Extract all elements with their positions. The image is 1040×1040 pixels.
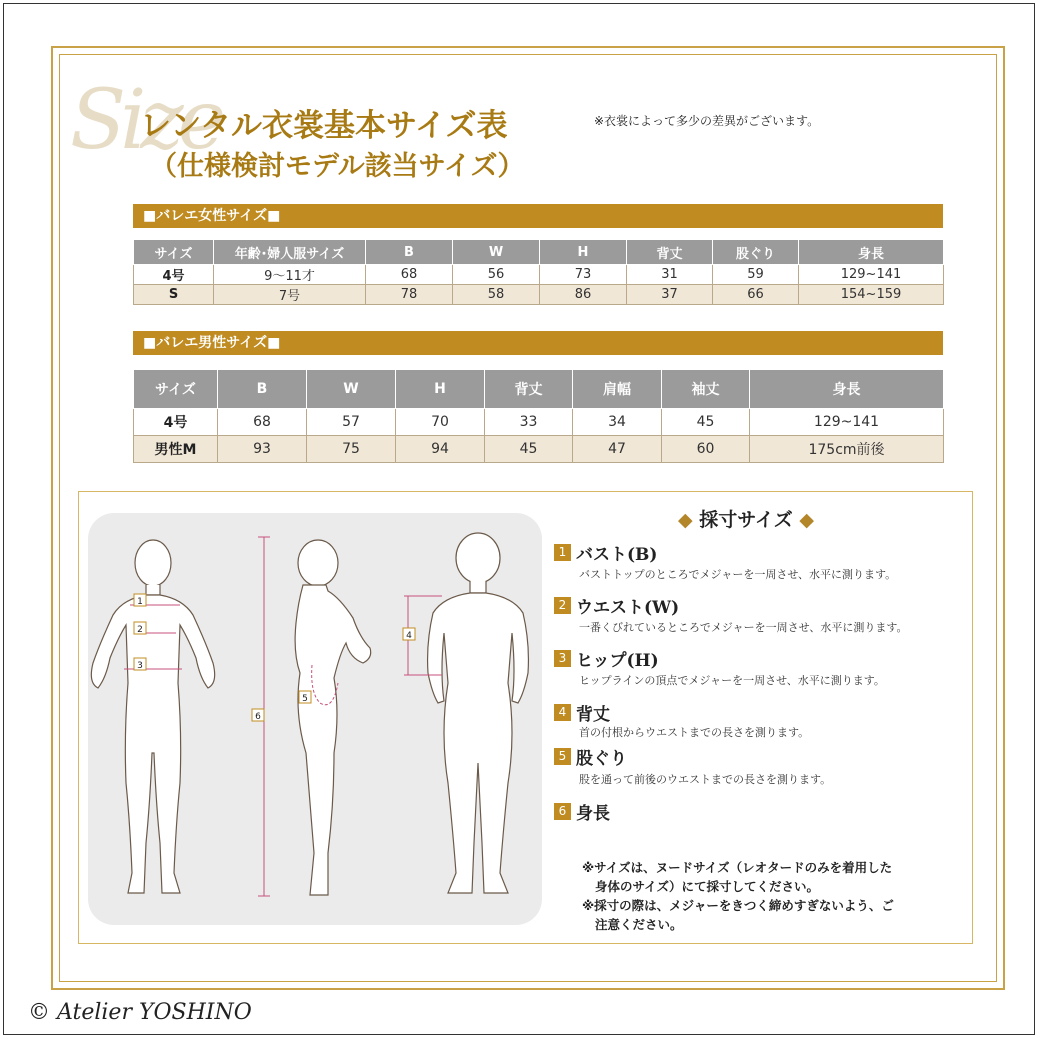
measurement-notes bbox=[582, 858, 962, 934]
table-cell: 129~141 bbox=[750, 409, 944, 436]
measurement-desc: 一番くびれているところでメジャーを一周させ、水平に測ります。 bbox=[579, 621, 908, 634]
table-cell: 60 bbox=[662, 436, 750, 463]
table-header-row bbox=[134, 240, 944, 265]
measurement-title bbox=[678, 505, 814, 532]
page-subtitle: （仕様検討モデル該当サイズ） bbox=[150, 151, 525, 182]
table-row bbox=[134, 436, 944, 463]
male-size-table bbox=[133, 369, 944, 463]
measurement-item-bust bbox=[554, 540, 657, 565]
table-cell: 34 bbox=[573, 409, 662, 436]
variance-note: ※衣裳によって多少の差異がございます。 bbox=[594, 114, 820, 128]
column-header: 肩幅 bbox=[573, 370, 662, 409]
column-header: 年齢･婦人服サイズ bbox=[214, 240, 366, 265]
table-cell: 66 bbox=[713, 285, 799, 305]
measurement-item-waist bbox=[554, 593, 679, 618]
table-cell: 33 bbox=[485, 409, 573, 436]
measurement-item-back-length bbox=[554, 700, 610, 725]
svg-text:6: 6 bbox=[255, 712, 261, 722]
table-cell: 68 bbox=[218, 409, 307, 436]
column-header: B bbox=[366, 240, 453, 265]
table-cell: 31 bbox=[627, 265, 713, 285]
column-header: サイズ bbox=[134, 240, 214, 265]
body-figures-illustration bbox=[88, 513, 542, 925]
measurement-title-text: 採寸サイズ bbox=[699, 509, 793, 531]
table-cell: 68 bbox=[366, 265, 453, 285]
column-header: B bbox=[218, 370, 307, 409]
column-header: H bbox=[396, 370, 485, 409]
table-cell: 56 bbox=[453, 265, 540, 285]
table-cell: 75 bbox=[307, 436, 396, 463]
column-header: 背丈 bbox=[627, 240, 713, 265]
column-header: 袖丈 bbox=[662, 370, 750, 409]
column-header: H bbox=[540, 240, 627, 265]
number-badge: 1 bbox=[554, 544, 571, 561]
front-figure bbox=[91, 540, 214, 893]
measurement-name: 背丈 bbox=[576, 705, 610, 725]
measurement-item-crotch bbox=[554, 744, 627, 769]
svg-text:2: 2 bbox=[137, 625, 143, 635]
table-cell: 4号 bbox=[134, 409, 218, 436]
column-header: サイズ bbox=[134, 370, 218, 409]
table-cell: 93 bbox=[218, 436, 307, 463]
column-header: 身長 bbox=[750, 370, 944, 409]
table-row bbox=[134, 265, 944, 285]
svg-text:1: 1 bbox=[137, 597, 143, 607]
back-figure bbox=[428, 533, 529, 893]
diamond-icon: ◆ bbox=[678, 509, 693, 531]
column-header: W bbox=[307, 370, 396, 409]
copyright: © Atelier YOSHINO bbox=[28, 1000, 252, 1025]
table-cell: 4号 bbox=[134, 265, 214, 285]
number-badge: 4 bbox=[554, 704, 571, 721]
column-header: W bbox=[453, 240, 540, 265]
measurement-desc: 股を通って前後のウエストまでの長さを測ります。 bbox=[579, 773, 832, 786]
marker-6 bbox=[252, 709, 264, 722]
note-line: ※採寸の際は、メジャーをきつく締めすぎないよう、ご bbox=[582, 898, 894, 913]
measurement-item-hip bbox=[554, 646, 659, 671]
number-badge: 6 bbox=[554, 803, 571, 820]
table-cell: 154~159 bbox=[799, 285, 944, 305]
column-header: 股ぐり bbox=[713, 240, 799, 265]
measurement-desc: バストトップのところでメジャーを一周させ、水平に測ります。 bbox=[579, 568, 897, 581]
table-cell: 59 bbox=[713, 265, 799, 285]
measurement-item-height bbox=[554, 799, 610, 824]
table-cell: 58 bbox=[453, 285, 540, 305]
table-cell: 男性M bbox=[134, 436, 218, 463]
table-cell: 45 bbox=[485, 436, 573, 463]
female-size-heading: ■バレエ女性サイズ■ bbox=[133, 204, 943, 228]
note-line: 身体のサイズ）にて採寸してください。 bbox=[595, 879, 820, 894]
column-header: 身長 bbox=[799, 240, 944, 265]
table-row bbox=[134, 285, 944, 305]
body-figure-panel bbox=[88, 513, 542, 925]
table-cell: 73 bbox=[540, 265, 627, 285]
marker-3 bbox=[134, 658, 146, 671]
table-cell: 94 bbox=[396, 436, 485, 463]
table-cell: 9〜11才 bbox=[214, 265, 366, 285]
table-cell: 129~141 bbox=[799, 265, 944, 285]
number-badge: 3 bbox=[554, 650, 571, 667]
table-cell: 45 bbox=[662, 409, 750, 436]
table-cell: 175cm前後 bbox=[750, 436, 944, 463]
measurement-name: 股ぐり bbox=[576, 749, 627, 769]
measurement-name: バスト(B) bbox=[576, 545, 658, 565]
side-figure bbox=[295, 540, 371, 895]
number-badge: 5 bbox=[554, 748, 571, 765]
measurement-name: ヒップ(H) bbox=[576, 651, 659, 671]
diamond-icon: ◆ bbox=[799, 509, 814, 531]
note-line: ※サイズは、ヌードサイズ（レオタードのみを着用した bbox=[582, 860, 893, 875]
table-cell: 57 bbox=[307, 409, 396, 436]
table-cell: 86 bbox=[540, 285, 627, 305]
table-cell: 70 bbox=[396, 409, 485, 436]
size-watermark: Size bbox=[70, 73, 221, 168]
svg-text:4: 4 bbox=[406, 631, 412, 641]
table-cell: 7号 bbox=[214, 285, 366, 305]
measurement-desc: ヒップラインの頂点でメジャーを一周させ、水平に測ります。 bbox=[579, 674, 885, 687]
table-cell: 78 bbox=[366, 285, 453, 305]
marker-5 bbox=[299, 691, 311, 704]
marker-4 bbox=[403, 628, 415, 641]
measurement-name: ウエスト(W) bbox=[576, 598, 680, 618]
measurement-name: 身長 bbox=[576, 804, 610, 824]
number-badge: 2 bbox=[554, 597, 571, 614]
female-size-table bbox=[133, 239, 944, 305]
male-size-heading: ■バレエ男性サイズ■ bbox=[133, 331, 943, 355]
note-line: 注意ください。 bbox=[595, 917, 683, 932]
svg-text:5: 5 bbox=[302, 694, 308, 704]
measurement-desc: 首の付根からウエストまでの長さを測ります。 bbox=[579, 726, 810, 739]
table-row bbox=[134, 409, 944, 436]
table-cell: 37 bbox=[627, 285, 713, 305]
table-cell: S bbox=[134, 285, 214, 305]
column-header: 背丈 bbox=[485, 370, 573, 409]
page-title: レンタル衣裳基本サイズ表 bbox=[140, 108, 508, 144]
marker-2 bbox=[134, 622, 146, 635]
table-header-row bbox=[134, 370, 944, 409]
svg-text:3: 3 bbox=[137, 661, 143, 671]
marker-1 bbox=[134, 594, 146, 607]
table-cell: 47 bbox=[573, 436, 662, 463]
